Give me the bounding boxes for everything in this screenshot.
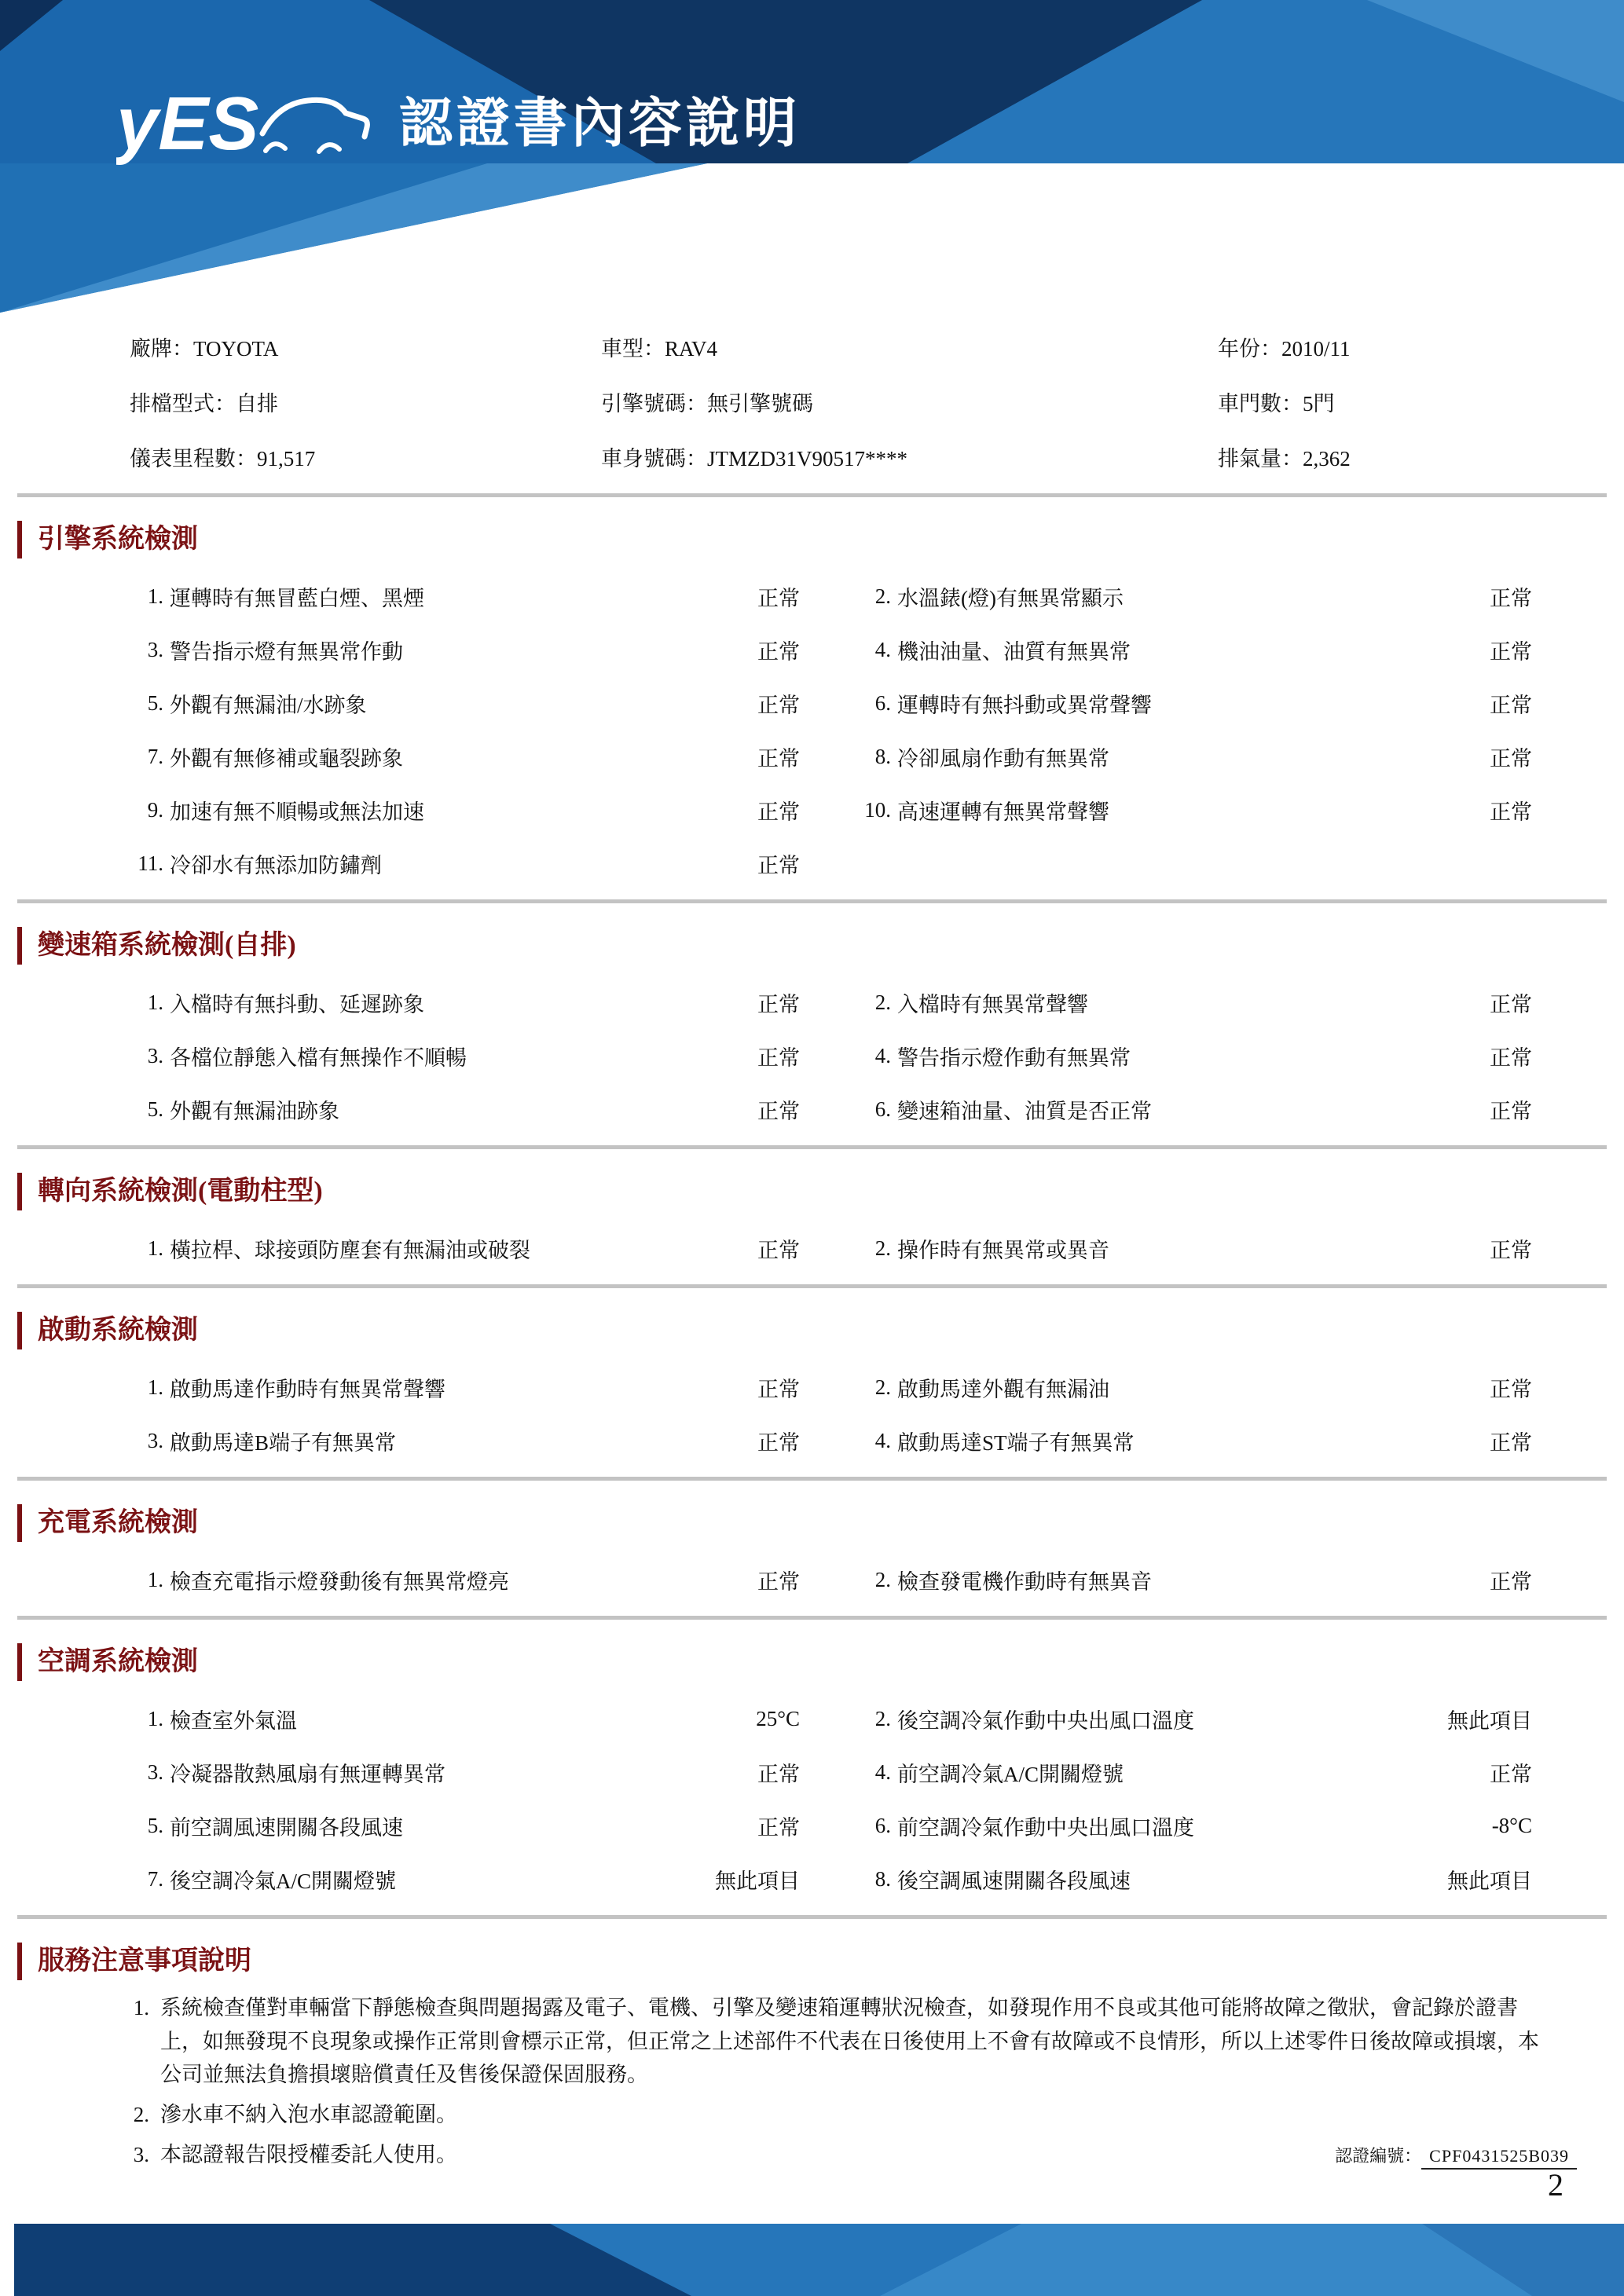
- section-title: 服務注意事項說明: [17, 1943, 1607, 1980]
- page-title: 認證書內容說明: [399, 93, 801, 153]
- item-number: 2.: [874, 1567, 891, 1591]
- item-label: 檢查充電指示燈發動後有無異常燈亮: [170, 1569, 509, 1594]
- item-number: 5.: [147, 1813, 163, 1837]
- item-label: 冷卻水有無添加防鏽劑: [170, 853, 382, 877]
- inspection-section: [17, 1504, 1607, 1606]
- certificate-number-label: 認證編號：: [1335, 2146, 1422, 2166]
- item-label: 外觀有無漏油跡象: [170, 1099, 339, 1123]
- vehicle-info-field: 排檔型式：自排: [130, 391, 278, 416]
- item-label: 後空調冷氣作動中央出風口溫度: [897, 1708, 1194, 1733]
- item-value: 正常: [1490, 1045, 1532, 1070]
- item-label: 外觀有無漏油/水跡象: [170, 693, 367, 717]
- item-number: 6.: [874, 690, 891, 715]
- yes-car-logo-icon: [116, 72, 376, 174]
- item-value: 正常: [1490, 1099, 1532, 1123]
- vehicle-info-field: 廠牌：TOYOTA: [130, 336, 279, 361]
- section-divider: [17, 1477, 1607, 1481]
- section-title: 轉向系統檢測(電動柱型): [17, 1173, 1607, 1210]
- section-items: [17, 1360, 1607, 1467]
- item-label: 檢查室外氣溫: [170, 1708, 297, 1733]
- item-label: 啟動馬達ST端子有無異常: [897, 1430, 1135, 1455]
- item-label: 橫拉桿、球接頭防塵套有無漏油或破裂: [170, 1238, 530, 1262]
- item-value: 無此項目: [1447, 1708, 1532, 1733]
- section-title: 引擎系統檢測: [17, 521, 1607, 558]
- item-label: 高速運轉有無異常聲響: [897, 800, 1109, 824]
- item-value: 正常: [757, 746, 800, 771]
- item-label: 加速有無不順暢或無法加速: [170, 800, 424, 824]
- vehicle-info-field: 車身號碼：JTMZD31V90517****: [601, 446, 907, 471]
- item-value: 正常: [757, 586, 800, 610]
- page-number: 2: [1548, 2167, 1564, 2203]
- item-number: 5.: [147, 690, 163, 715]
- vehicle-info-field: 儀表里程數：91,517: [130, 446, 316, 471]
- item-value: 正常: [1490, 1762, 1532, 1786]
- service-notes: [17, 1991, 1607, 2170]
- item-number: 3.: [147, 637, 163, 661]
- item-number: 2.: [874, 990, 891, 1014]
- item-label: 運轉時有無冒藍白煙、黑煙: [170, 586, 424, 610]
- section-divider: [17, 1616, 1607, 1620]
- item-value: 正常: [1490, 586, 1532, 610]
- item-number: 6.: [874, 1813, 891, 1837]
- section-title: 充電系統檢測: [17, 1504, 1607, 1542]
- item-label: 啟動馬達外觀有無漏油: [897, 1377, 1109, 1401]
- sections-host: [17, 521, 1607, 1919]
- certificate-number-value: CPF0431525B039: [1421, 2146, 1577, 2170]
- section-divider: [17, 493, 1607, 497]
- item-label: 入檔時有無異常聲響: [897, 992, 1088, 1016]
- item-number: 3.: [147, 1760, 163, 1784]
- item-number: 1.: [147, 990, 163, 1014]
- note-text: 滲水車不納入泡水車認證範圍。: [160, 2102, 457, 2126]
- vehicle-info-field: 排氣量：2,362: [1218, 446, 1351, 471]
- inspection-section: [17, 521, 1607, 890]
- vehicle-info-field: 引擎號碼：無引擎號碼: [601, 391, 813, 416]
- item-number: 2.: [874, 584, 891, 608]
- section-items: [17, 1221, 1607, 1275]
- content: [0, 314, 1624, 2170]
- vehicle-info-field: 車門數：5門: [1218, 391, 1335, 416]
- item-value: -8°C: [1491, 1813, 1532, 1837]
- note-number: 1.: [133, 1996, 149, 2020]
- item-number: 1.: [147, 1236, 163, 1260]
- item-number: 8.: [874, 744, 891, 768]
- vehicle-info-field: 車型：RAV4: [601, 336, 718, 361]
- inspection-section: [17, 1312, 1607, 1467]
- item-number: 3.: [147, 1043, 163, 1067]
- item-number: 5.: [147, 1097, 163, 1121]
- item-value: 25°C: [756, 1706, 800, 1730]
- item-value: 正常: [1490, 1377, 1532, 1401]
- section-items: [17, 1692, 1607, 1906]
- item-number: 4.: [874, 1760, 891, 1784]
- note-text: 本認證報告限授權委託人使用。: [160, 2142, 457, 2166]
- item-value: 正常: [1490, 693, 1532, 717]
- item-number: 7.: [147, 744, 163, 768]
- item-number: 2.: [874, 1375, 891, 1399]
- item-value: 正常: [1490, 1238, 1532, 1262]
- section-divider: [17, 1915, 1607, 1919]
- item-value: 正常: [1490, 1569, 1532, 1594]
- section-divider: [17, 899, 1607, 903]
- page-header: [0, 0, 1624, 314]
- item-value: 正常: [757, 693, 800, 717]
- item-value: 正常: [757, 1045, 800, 1070]
- item-number: 4.: [874, 1428, 891, 1452]
- item-value: 正常: [757, 1430, 800, 1455]
- item-number: 4.: [874, 1043, 891, 1067]
- service-note: [90, 2098, 1560, 2132]
- section-title: 空調系統檢測: [17, 1643, 1607, 1681]
- item-value: 正常: [757, 639, 800, 664]
- item-number: 1.: [147, 1375, 163, 1399]
- section-items: [17, 569, 1607, 890]
- section-title: 啟動系統檢測: [17, 1312, 1607, 1349]
- item-value: 正常: [1490, 746, 1532, 771]
- item-value: 無此項目: [1447, 1869, 1532, 1893]
- item-label: 運轉時有無抖動或異常聲響: [897, 693, 1152, 717]
- service-note: [90, 1991, 1560, 2092]
- item-label: 檢查發電機作動時有無異音: [897, 1569, 1152, 1594]
- item-label: 前空調冷氣作動中央出風口溫度: [897, 1815, 1194, 1840]
- item-label: 後空調冷氣A/C開關燈號: [170, 1869, 397, 1893]
- item-value: 正常: [1490, 992, 1532, 1016]
- item-label: 冷凝器散熱風扇有無運轉異常: [170, 1762, 445, 1786]
- item-value: 正常: [757, 1569, 800, 1594]
- item-number: 1.: [147, 1567, 163, 1591]
- vehicle-info-field: 年份：2010/11: [1218, 336, 1351, 361]
- item-value: 正常: [1490, 1430, 1532, 1455]
- section-divider: [17, 1284, 1607, 1288]
- item-label: 入檔時有無抖動、延遲跡象: [170, 992, 424, 1016]
- item-value: 正常: [757, 853, 800, 877]
- item-value: 正常: [757, 1238, 800, 1262]
- brand: [116, 72, 801, 174]
- item-value: 正常: [757, 1762, 800, 1786]
- item-label: 前空調風速開關各段風速: [170, 1815, 403, 1840]
- item-number: 10.: [864, 797, 891, 822]
- item-value: 正常: [757, 800, 800, 824]
- logo-text: yES: [116, 82, 259, 166]
- section-divider: [17, 1145, 1607, 1149]
- item-value: 正常: [1490, 639, 1532, 664]
- section-title: 變速箱系統檢測(自排): [17, 927, 1607, 965]
- item-number: 2.: [874, 1236, 891, 1260]
- section-items: [17, 1553, 1607, 1606]
- note-number: 3.: [133, 2142, 149, 2166]
- footer-background: [0, 2217, 1624, 2296]
- item-number: 1.: [147, 584, 163, 608]
- inspection-section: [17, 927, 1607, 1136]
- vehicle-info: [17, 314, 1607, 484]
- item-label: 冷卻風扇作動有無異常: [897, 746, 1109, 771]
- item-label: 變速箱油量、油質是否正常: [897, 1099, 1152, 1123]
- section-items: [17, 976, 1607, 1136]
- item-label: 後空調風速開關各段風速: [897, 1869, 1131, 1893]
- item-label: 機油油量、油質有無異常: [897, 639, 1131, 664]
- item-label: 前空調冷氣A/C開關燈號: [897, 1762, 1124, 1786]
- item-label: 水溫錶(燈)有無異常顯示: [897, 586, 1124, 610]
- notes-section: [17, 1943, 1607, 2170]
- item-label: 啟動馬達B端子有無異常: [170, 1430, 397, 1455]
- note-number: 2.: [133, 2102, 149, 2126]
- inspection-section: [17, 1643, 1607, 1906]
- note-text: 系統檢查僅對車輛當下靜態檢查與問題揭露及電子、電機、引擎及變速箱運轉狀況檢查，如發現作用不良或其他可能將故障之徵狀，會記錄於證書上，如無發現不良現象或操作正常則會標示正常，但正常之上述部件不代表在日後使用上不會有故障或不良情形，所以上述零件日後故障或損壞，本公司並無法負擔損壞賠償責任及售後保證保固服務。: [160, 1996, 1539, 2087]
- item-number: 3.: [147, 1428, 163, 1452]
- item-value: 正常: [1490, 800, 1532, 824]
- item-number: 2.: [874, 1706, 891, 1730]
- item-label: 啟動馬達作動時有無異常聲響: [170, 1377, 445, 1401]
- item-number: 4.: [874, 637, 891, 661]
- item-value: 正常: [757, 992, 800, 1016]
- item-value: 正常: [757, 1377, 800, 1401]
- item-label: 操作時有無異常或異音: [897, 1238, 1109, 1262]
- item-number: 8.: [874, 1866, 891, 1891]
- inspection-section: [17, 1173, 1607, 1275]
- item-label: 警告指示燈有無異常作動: [170, 639, 403, 664]
- item-number: 6.: [874, 1097, 891, 1121]
- item-value: 無此項目: [715, 1869, 800, 1893]
- item-number: 7.: [147, 1866, 163, 1891]
- item-value: 正常: [757, 1099, 800, 1123]
- item-number: 11.: [137, 851, 163, 875]
- item-label: 各檔位靜態入檔有無操作不順暢: [170, 1045, 467, 1070]
- item-number: 9.: [147, 797, 163, 822]
- item-label: 警告指示燈作動有無異常: [897, 1045, 1131, 1070]
- item-value: 正常: [757, 1815, 800, 1840]
- item-label: 外觀有無修補或龜裂跡象: [170, 746, 403, 771]
- item-number: 1.: [147, 1706, 163, 1730]
